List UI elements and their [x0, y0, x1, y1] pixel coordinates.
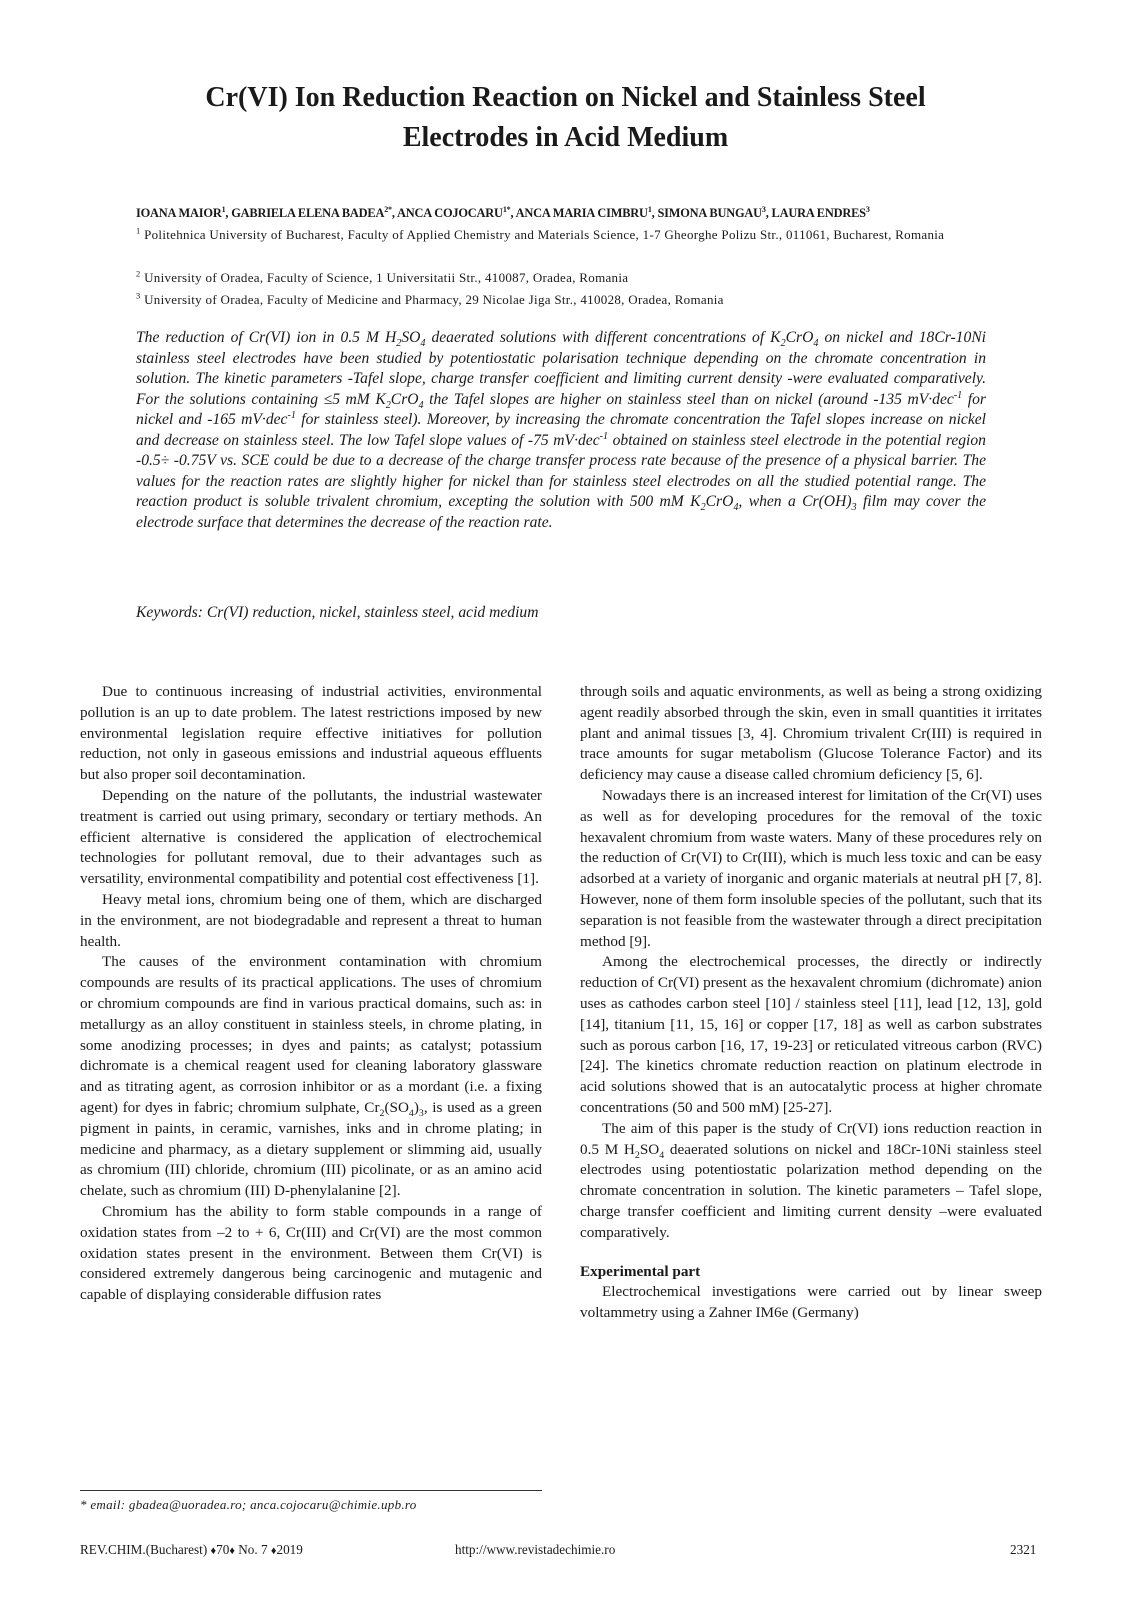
author-name: GABRIELA ELENA BADEA — [231, 206, 385, 220]
paragraph: The causes of the environment contamination with chromium compounds are results of its practical applications. The uses of chromium or chromium compounds are find in various practical domains, such as: in metallurgy as an alloy constituent in stainless steels, in chrome plating, in some anodizing processes; in dyes and paints; as catalyst; potassium dichromate is a chemical reagent used for cleaning laboratory glassware and as titrating agent, as corrosion inhibitor or as a mordant (i.e. a fixing agent) for dyes in fabric; chromium sulphate, $Cr_2(SO_4)_3$, is used as a green pigment in paints, in ceramic, varnishes, inks and in chrome plating; in medicine and pharmacy, as a dietary supplement or slimming aid, usually as chromium (III) chloride, chromium (III) picolinate, or as an amino acid chelate, such as chromium (III) D-phenylalanine [2]. — [80, 953, 542, 1200]
paragraph: Electrochemical investigations were carried out by linear sweep voltammetry using a Zahner IM6e (Germany) — [580, 1283, 1042, 1322]
author-affiliation-mark: 3 — [761, 204, 766, 214]
author-affiliation-mark: 2* — [384, 204, 392, 214]
author-name: ANCA COJOCARU — [396, 206, 503, 220]
author-affiliation-mark: 3 — [865, 204, 870, 214]
author-affiliation-mark: 1 — [647, 204, 652, 214]
paragraph: Nowadays there is an increased interest for limitation of the Cr(VI) uses as well as for developing procedures for the removal of the toxic hexavalent chromium from waste waters. Many of these procedures rely on the reduction of Cr(VI) to Cr(III), which is much less toxic and can be easy adsorbed at a variety of inorganic and organic materials at neutral pH [7, 8]. However, none of them form insoluble species of the pollutant, such that its separation is not feasible from the wastewater through a direct precipitation method [9]. — [580, 786, 1042, 950]
paragraph: Depending on the nature of the pollutants, the industrial wastewater treatment is carried out using primary, secondary or tertiary methods. An efficient alternative is considered the application of electrochemical technologies for pollutant removal, due to their advantages such as versatility, environmental compatibility and potential cost effectiveness [1]. — [80, 786, 542, 888]
paragraph: Chromium has the ability to form stable compounds in a range of oxidation states from –2 to + 6, Cr(III) and Cr(VI) are the most common oxidation states present in the environment. Between them Cr(VI) is considered extremely dangerous being carcinogenic and mutagenic and capable of displaying considerable diffusion rates — [80, 1202, 542, 1304]
author-name: ANCA MARIA CIMBRU — [515, 206, 648, 220]
journal-citation: REV.CHIM.(Bucharest) ♦70♦ No. 7 ♦2019 — [80, 1542, 303, 1557]
affiliation-text: Politehnica University of Bucharest, Faculty of Applied Chemistry and Materials Science, 1-7 Gheorghe Polizu Str., 011061, Bucharest, Romania — [144, 227, 945, 242]
author-affiliation-mark: 1* — [502, 204, 511, 214]
abstract-text: The reduction of Cr(VI) ion in 0.5 M $H_2SO_4$ deaerated solutions with different concentrations of $K_2CrO_4$ on nickel and 18Cr-10Ni stainless steel electrodes have been studied by potentiostatic polarisation technique depending on the chromate concentration in solution. The kinetic parameters -Tafel slope, charge transfer coefficient and limiting current density -were evaluated comparatively. For the solutions containing ≤5 mM $K_2CrO_4$ the Tafel slopes are higher on stainless steel than on nickel (around -135 mV·dec$^{-1}$ for nickel and -165 mV·dec$^{-1}$ for stainless steel). Moreover, by increasing the chromate concentration the Tafel slopes increase on nickel and decrease on stainless steel. The low Tafel slope values of -75 mV·dec$^{-1}$ obtained on stainless steel electrode in the potential region -0.5÷ -0.75V vs. SCE could be due to a decrease of the charge transfer process rate because of the presence of a physical barrier. The values for the reaction rates are slightly higher for nickel than for stainless steel electrodes on all the studied potential range. The reaction product is soluble trivalent chromium, excepting the solution with 500 mM $K_2CrO_4$, when a $Cr(OH)_3$ film may cover the electrode surface that determines the decrease of the reaction rate. — [136, 329, 987, 531]
footnote-divider — [80, 1490, 542, 1491]
corresponding-email: * email: gbadea@uoradea.ro; anca.cojocaru@chimie.upb.ro — [80, 1497, 417, 1512]
affiliation-mark: 3 — [136, 290, 141, 301]
author-name: IOANA MAIOR — [136, 206, 222, 220]
author-name: LAURA ENDRES — [771, 206, 866, 220]
keywords: Keywords: Cr(VI) reduction, nickel, stainless steel, acid medium — [136, 604, 539, 621]
journal-url-link[interactable]: http://www.revistadechimie.ro — [455, 1542, 616, 1557]
page-number: 2321 — [1010, 1542, 1037, 1557]
section-heading: Experimental part — [580, 1262, 701, 1280]
affiliation-1 — [136, 225, 996, 245]
paper-title-line-1: Cr(VI) Ion Reduction Reaction on Nickel and Stainless Steel — [205, 82, 926, 113]
paragraph: through soils and aquatic environments, as well as being a strong oxidizing agent readily absorbed through the skin, even in small quantities it irritates plant and animal tissues [3, 4]. Chromium trivalent Cr(III) is required in trace amounts for sugar metabolism (Glucose Tolerance Factor) and its deficiency may cause a disease called chromium deficiency [5, 6]. — [580, 683, 1042, 784]
affiliation-text: University of Oradea, Faculty of Medicine and Pharmacy, 29 Nicolae Jiga Str., 410028, Oradea, Romania — [144, 292, 724, 307]
affiliation-3 — [136, 290, 996, 310]
affiliation-text: University of Oradea, Faculty of Science, 1 Universitatii Str., 410087, Oradea, Romania — [144, 270, 629, 285]
affiliation-2 — [136, 268, 996, 288]
body-column-left — [80, 682, 542, 1306]
paragraph: Among the electrochemical processes, the directly or indirectly reduction of Cr(VI) present as the hexavalent chromium (dichromate) anion uses as cathodes carbon steel [10] / stainless steel [11], lead [12, 13], gold [14], titanium [11, 15, 16] or copper [17, 18] as well as carbon substrates such as porous carbon [16, 17, 19-23] or reticulated vitreous carbon (RVC) [24]. The kinetics chromate reduction reaction on platinum electrode in acid solutions showed that is an autocatalytic process at higher chromate concentrations (50 and 500 mM) [25-27]. — [580, 953, 1042, 1116]
affiliation-mark: 1 — [136, 225, 141, 236]
author-affiliation-mark: 1 — [221, 204, 226, 214]
paper-title-line-2: Electrodes in Acid Medium — [402, 122, 729, 153]
paper-title — [80, 78, 1051, 158]
body-column-right — [580, 682, 1042, 1324]
author-name: SIMONA BUNGAU — [657, 206, 762, 220]
paragraph: Heavy metal ions, chromium being one of them, which are discharged in the environment, are not biodegradable and represent a threat to human health. — [80, 890, 542, 950]
affiliation-mark: 2 — [136, 268, 141, 279]
paragraph: Due to continuous increasing of industrial activities, environmental pollution is an up to date problem. The latest restrictions imposed by new environmental legislation require effective initiatives for pollution reduction, not only in gaseous emissions and industrial aqueous effluents but also proper soil decontamination. — [80, 683, 542, 784]
paragraph: The aim of this paper is the study of Cr(VI) ions reduction reaction in 0.5 M $H_2SO_4$ deaerated solutions on nickel and 18Cr-10Ni stainless steel electrodes using potentiostatic polarization method depending on the chromate concentration in solution. The kinetic parameters – Tafel slope, charge transfer coefficient and limiting current density –were evaluated comparatively. — [580, 1119, 1042, 1241]
author-list: IOANA MAIOR$^1$, GABRIELA ELENA $BADEA^{2*}$, ANCA $COJOCARU^{1*}$, ANCA MARIA CIMBRU$^1$, SIMONA BUNGAU$^3$, LAURA ENDRES$^3$ — [136, 204, 870, 220]
abstract — [136, 328, 986, 533]
